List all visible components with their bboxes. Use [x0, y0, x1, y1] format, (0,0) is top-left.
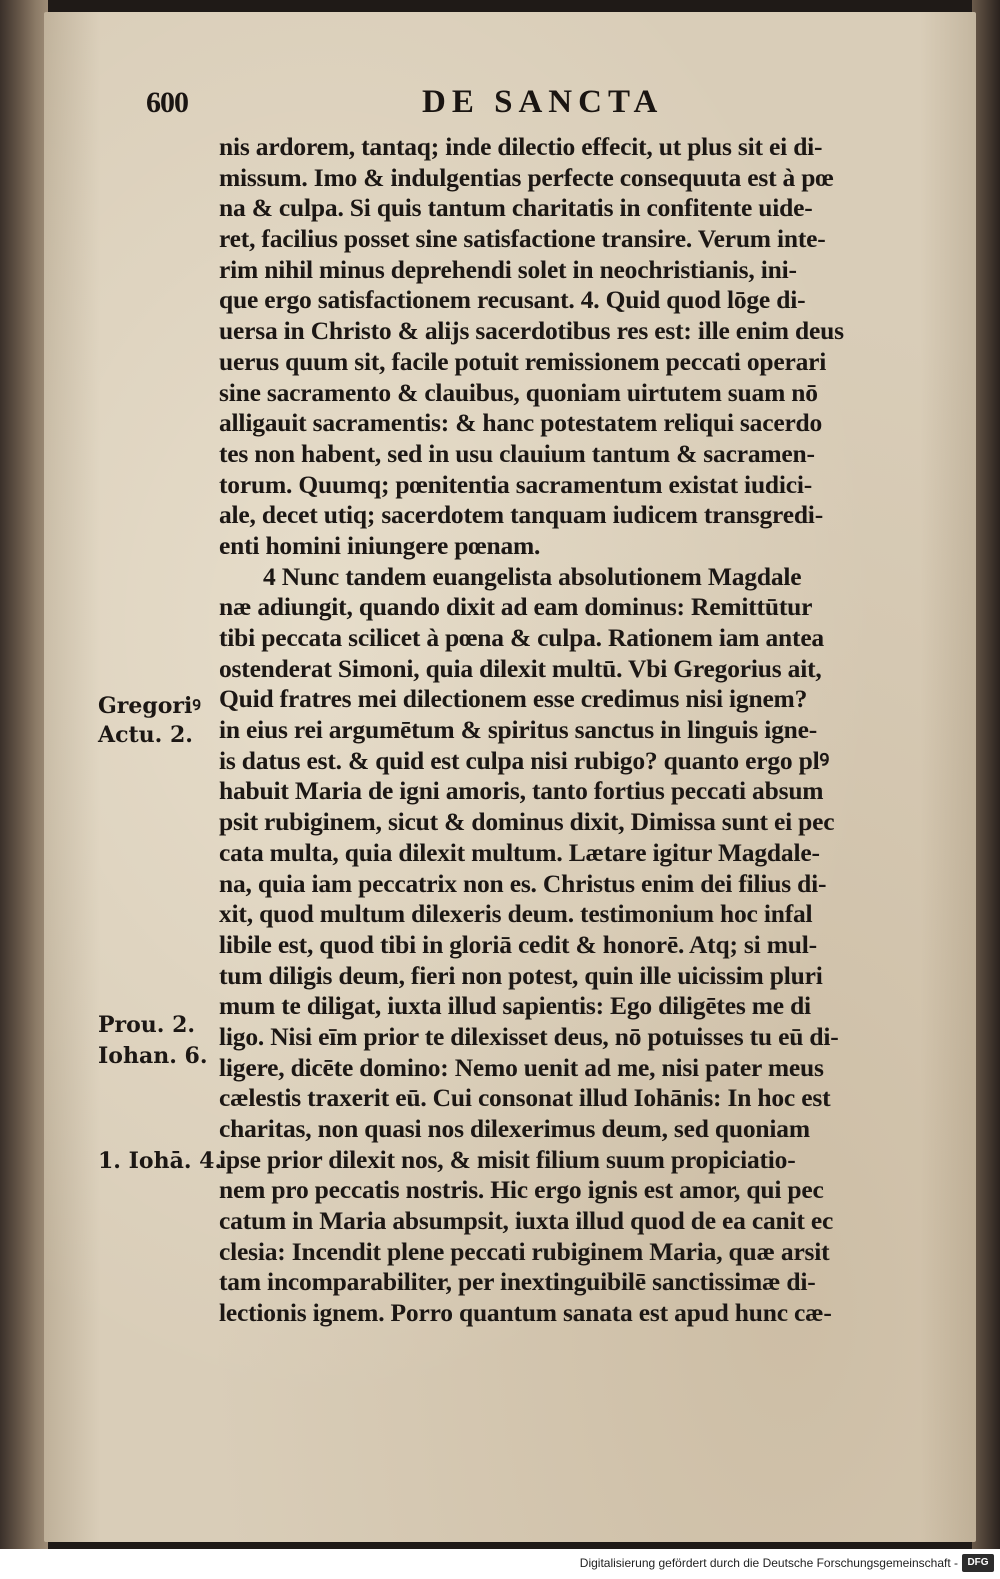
text-line: tibi peccata scilicet à pœna & culpa. Rationem iam antea: [219, 623, 824, 652]
running-title: DE SANCTA: [422, 84, 664, 120]
text-line: nis ardorem, tantaq; inde dilectio effecit, ut plus sit ei di-: [219, 132, 823, 161]
text-line: tes non habent, sed in usu clauium tantum & sacramen-: [219, 438, 815, 468]
margin-note-gregorius: Gregoriꝰ: [98, 693, 201, 719]
page-header: [146, 84, 846, 126]
body-text: [219, 132, 939, 1329]
text-line: alligauit sacramentis: & hanc potestatem reliqui sacerdo: [219, 408, 823, 438]
text-line: ret, facilius posset sine satisfactione transire. Verum inte-: [219, 224, 826, 254]
text-line: cata multa, quia dilexit multum. Lætare igitur Magdale-: [219, 837, 820, 867]
text-line: na & culpa. Si quis tantum charitatis in confitente uide-: [219, 193, 813, 223]
text-line: Quid fratres mei dilectionem esse credimus nisi ignem?: [219, 684, 808, 714]
text-line: ligo. Nisi eīm prior te dilexisset deus, nō potuisses tu eū di-: [219, 1021, 839, 1051]
text-line: ale, decet utiq; sacerdotem tanquam iudicem transgredi-: [219, 500, 823, 530]
text-line: in eius rei argumētum & spiritus sanctus in linguis igne-: [219, 715, 818, 745]
text-line: rim nihil minus deprehendi solet in neochristianis, ini-: [219, 254, 797, 284]
funding-credit: Digitalisierung gefördert durch die Deutsche Forschungsgemeinschaft -: [579, 1556, 958, 1570]
text-line: catum in Maria absumpsit, iuxta illud quod de ea canit ec: [219, 1206, 834, 1236]
text-line: sine sacramento & clauibus, quoniam uirtutem suam nō: [219, 377, 818, 407]
book-right-edge: [972, 0, 1000, 1549]
text-line: torum. Quumq; pœnitentia sacramentum existat iudici-: [219, 469, 813, 499]
text-line: nem pro peccatis nostris. Hic ergo ignis est amor, qui pec: [219, 1175, 824, 1205]
text-line: psit rubiginem, sicut & dominus dixit, Dimissa sunt ei pec: [219, 807, 835, 837]
text-line: na, quia iam peccatrix non es. Christus enim dei filius di-: [219, 868, 827, 898]
text-line: cælestis traxerit eū. Cui consonat illud Iohānis: In hoc est: [219, 1083, 831, 1113]
text-line: clesia: Incendit plene peccati rubiginem Maria, quæ arsit: [219, 1236, 830, 1266]
text-line: tum diligis deum, fieri non potest, quin ille uicissim pluri: [219, 960, 823, 990]
text-line: is datus est. & quid est culpa nisi rubigo? quanto ergo plꝰ: [219, 745, 830, 775]
text-line: uersa in Christo & alijs sacerdotibus res est: ille enim deus: [219, 316, 844, 346]
dfg-logo: DFG: [962, 1554, 994, 1572]
text-line: ligere, dicēte domino: Nemo uenit ad me, nisi pater meus: [219, 1052, 824, 1082]
footer-bar: [0, 1549, 1000, 1579]
margin-note-iohan-epistle: 1. Iohā. 4.: [98, 1148, 223, 1174]
text-line: næ adiungit, quando dixit ad eam dominus: Remittūtur: [219, 592, 813, 622]
margin-note-actu: Actu. 2.: [98, 722, 193, 748]
text-line: ostenderat Simoni, quia dilexit multū. Vbi Gregorius ait,: [219, 653, 822, 683]
text-line: libile est, quod tibi in gloriā cedit & honorē. Atq; si mul-: [219, 929, 817, 959]
text-line: uerus quum sit, facile potuit remissionem peccati operari: [219, 346, 827, 376]
text-line: 4 Nunc tandem euangelista absolutionem Magdale: [263, 561, 802, 591]
text-line: missum. Imo & indulgentias perfecte consequuta est à pœ: [219, 162, 834, 192]
text-line: charitas, non quasi nos dilexerimus deum, sed quoniam: [219, 1114, 810, 1143]
book-left-edge: [0, 0, 48, 1549]
text-line: xit, quod multum dilexeris deum. testimonium hoc infal: [219, 899, 813, 929]
page-number: 600: [146, 86, 188, 119]
margin-note-iohan: Iohan. 6.: [98, 1043, 208, 1069]
text-line: habuit Maria de igni amoris, tanto fortius peccati absum: [219, 776, 824, 806]
text-line: enti homini iniungere pœnam.: [219, 530, 541, 560]
text-line: que ergo satisfactionem recusant. 4. Quid quod lōge di-: [219, 285, 806, 315]
text-line: ipse prior dilexit nos, & misit filium suum propiciatio-: [219, 1144, 796, 1174]
text-line: tam incomparabiliter, per inextinguibilē sanctissimæ di-: [219, 1267, 816, 1297]
text-line: lectionis ignem. Porro quantum sanata est apud hunc cæ-: [219, 1298, 832, 1328]
margin-note-prou: Prou. 2.: [98, 1012, 196, 1038]
text-line: mum te diligat, iuxta illud sapientis: Ego diligētes me di: [219, 991, 811, 1021]
